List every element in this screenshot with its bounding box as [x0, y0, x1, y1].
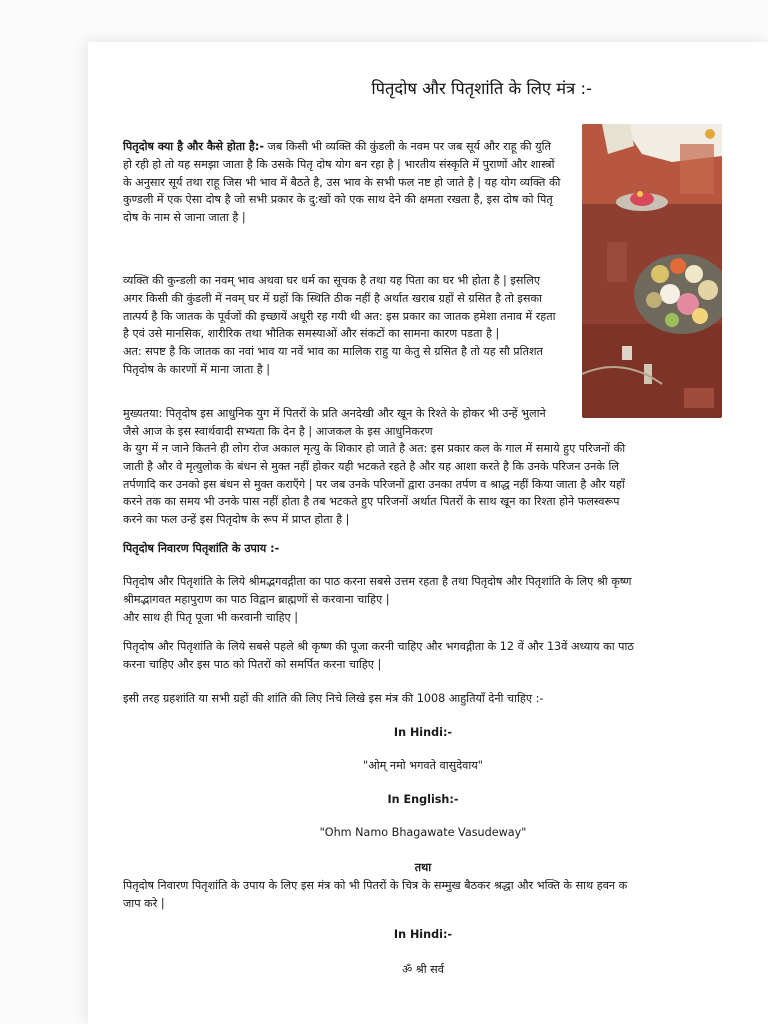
modern-era-paragraph-tail: [123, 440, 723, 532]
modern-era-text-a: मुख्यतया: पितृदोष इस आधुनिक युग में पितरों के प्रति अनदेखी और खून के रिश्ते के होकर भी उन्हें भुलाने जैसे आज के इस स्वार्थवादी सभ्यता कि देन है | आजकल के इस आधुनिकरण: [123, 407, 546, 438]
document-page: [88, 42, 768, 1024]
ninth-house-text: व्यक्ति की कुन्डली का नवम् भाव अथवा घर धर्म का सूचक है तथा यह पिता का घर भी होता है | इसलिए अगर किसी की कुंडली में नवम् घर में ग्रहों कि स्थिति ठीक नहीं है अर्थात खराब ग्रहों से ग्रसित है तो इसका तात्पर्य है कि जातक के पूर्वजों की इच्छायें अधूरी रह गयी थी अत: इस प्रकार का जातक हमेशा तनाव में रहता है एवं उसे मानसिक, शारीरिक तथा भौतिक समस्याओं और संकटों का सामना कारण पडता है |: [123, 274, 556, 341]
in-hindi-label-2: In Hindi:-: [393, 928, 453, 941]
modern-era-text-b: के युग में न जाने कितने ही लोग रोज अकाल मृत्यु के शिकार हो जाते है अत: इस प्रकार कल के गाल में समाये हुए परिजनों की जाती है और वे मृत्युलोक के बंधन से मुक्त नहीं होकर यही भटकते रहते है और यह आशा करते है कि उनके परिजन उनके लि तर्पणादि कर उनको इस बंधन से मुक्त कराएँगे | पर जब उनके परिजनों द्वारा उनका तर्पण व श्राद्ध नहीं किया जाता है और यहाँ करने तक का समय भी उनके पास नहीं होता है तब भटकते हुए परिजनों अर्थात पितरों के साथ खून का रिश्ता होने फलस्वरूप करने का फल उन्हें इस पितृदोष के रूप में प्राप्त होता है |: [123, 442, 626, 527]
ritual-offerings-photo: [582, 124, 722, 418]
tatha-label: तथा: [414, 861, 432, 874]
mantra-english: "Ohm Namo Bhagawate Vasudeway": [319, 826, 527, 839]
mantra-hindi: "ओम् नमो भगवते वासुदेवाय": [363, 759, 483, 772]
ninth-house-paragraph: [123, 272, 563, 379]
remedies-heading: पितृदोष निवारण पितृशांति के उपाय :-: [123, 542, 280, 555]
ritual-offerings-image: [582, 124, 722, 418]
modern-era-paragraph-head: [123, 405, 563, 441]
in-english-label: In English:-: [387, 793, 459, 806]
havan-text: पितृदोष निवारण पितृशांति के उपाय के लिए इस मंत्र को भी पितरों के चित्र के सम्मुख बैठकर श्रद्धा और भक्ति के साथ हवन क जाप करे |: [123, 879, 628, 910]
remedy-krishna-text: पितृदोष और पितृशांति के लिये सबसे पहले श्री कृष्ण की पूजा करनी चाहिए और भगवद्गीता के 12 वें और 13वें अध्याय का पाठ करना चाहिए और इस पाठ को पितरों को समर्पित करना चाहिए |: [123, 640, 634, 671]
remedy-gita-paragraph: [123, 573, 723, 629]
in-hindi-label-1: In Hindi:-: [393, 726, 453, 739]
mantra-2: ॐ श्री सर्व: [402, 963, 444, 976]
mantra-intro: इसी तरह ग्रहशांति या सभी ग्रहों की शांति की लिए निचे लिखे इस मंत्र की 1008 आहुतियाँ देनी चाहिए :-: [123, 692, 544, 705]
page-title: पितृदोष और पितृशांति के लिए मंत्र :-: [371, 79, 592, 98]
havan-paragraph: [123, 877, 723, 915]
intro-lead: पितृदोष क्या है और कैसे होता है:-: [123, 140, 264, 153]
intro-paragraph: [123, 138, 563, 227]
remedy-gita-text: पितृदोष और पितृशांति के लिये श्रीमद्भगवद्गीता का पाठ करना सबसे उत्तम रहता है तथा पितृदोष और पितृशांति के लिए श्री कृष्ण श्रीमद्भागवत महापुराण का पाठ विद्वान ब्राह्मणों से करवाना चाहिए | और साथ ही पितृ पूजा भी करवानी चाहिए |: [123, 575, 632, 624]
conclusion-text: अत: सपष्ट है कि जातक का नवां भाव या नवें भाव का मालिक राहु या केतु से ग्रसित है तो यह सौ प्रतिशत पितृदोष के कारणों में माना जाता है |: [123, 345, 543, 376]
intro-text: जब किसी भी व्यक्ति की कुंडली के नवम पर जब सूर्य और राहू की युति हो रही हो तो यह समझा जाता है कि उसके पितृ दोष योग बन रहा है | भारतीय संस्कृति में पुराणों और शास्त्रों के अनुसार सूर्य तथा राहू जिस भी भाव में बैठते है, उस भाव के सभी फल नष्ट हो जाते है | यह योग व्यक्ति की कुण्डली में एक ऐसा दोष है जो सभी प्रकार के दु:खों को एक साथ देने की क्षमता रखता है, इस दोष को पितृ दोष के नाम से जाना जाता है |: [123, 140, 561, 225]
remedy-krishna-paragraph: [123, 638, 723, 676]
